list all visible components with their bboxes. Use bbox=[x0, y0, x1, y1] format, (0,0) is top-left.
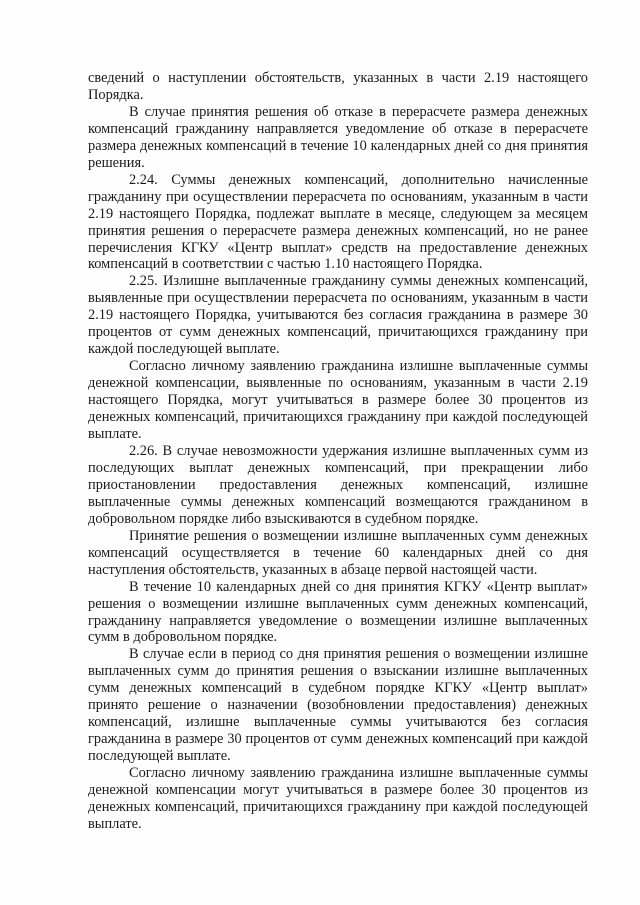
paragraph-decision-term: Принятие решения о возмещении излишне выплаченных сумм денежных компенсаций осуществляется в течение 60 календарных дней со дня наступления обстоятельств, указанных в абзаце первой настоящей части. bbox=[88, 527, 588, 578]
paragraph-refusal-notice: В случае принятия решения об отказе в перерасчете размера денежных компенсаций гражданину направляется уведомление об отказе в перерасчете размера денежных компенсаций в течение 10 календарных дней со дня принятия решения. bbox=[88, 103, 588, 171]
paragraph-2-26: 2.26. В случае невозможности удержания излишне выплаченных сумм из последующих выплат денежных компенсаций, при прекращении либо приостановлении предоставления денежных компенсаций, излишне выплаченные суммы денежных компенсаций возмещаются гражданином в добровольном порядке либо взыскиваются в судебном порядке. bbox=[88, 442, 588, 527]
paragraph-personal-request-2: Согласно личному заявлению гражданина излишне выплаченные суммы денежной компенсации могут учитываться в размере более 30 процентов из денежных компенсаций, причитающихся гражданину при каждой последующей выплате. bbox=[88, 765, 588, 832]
paragraph-personal-request: Согласно личному заявлению гражданина излишне выплаченные суммы денежной компенсации, выявленные по основаниям, указанным в части 2.19 настоящего Порядка, могут учитываться в размере более 30 процентов из денежных компенсаций, причитающихся гражданину при каждой последующей выплате. bbox=[88, 358, 588, 443]
paragraph-continuation: сведений о наступлении обстоятельств, указанных в части 2.19 настоящего Порядка. bbox=[88, 70, 588, 103]
paragraph-2-24: 2.24. Суммы денежных компенсаций, дополнительно начисленные гражданину при осуществлении перерасчета по основаниям, указанным в части 2.19 настоящего Порядка, подлежат выплате в месяце, следующем за месяцем принятия решения о перерасчете размера денежных компенсаций, но не ранее перечисления КГКУ «Центр выплат» средств на предоставление денежных компенсаций в соответствии с частью 1.10 настоящего Порядка. bbox=[88, 171, 588, 273]
document-body bbox=[88, 70, 588, 833]
paragraph-notification: В течение 10 календарных дней со дня принятия КГКУ «Центр выплат» решения о возмещении излишне выплаченных сумм денежных компенсаций, гражданину направляется уведомление о возмещении излишне выплаченных сумм в добровольном порядке. bbox=[88, 578, 588, 646]
paragraph-resumption: В случае если в период со дня принятия решения о возмещении излишне выплаченных сумм до принятия решения о взыскании излишне выплаченных сумм денежных компенсаций в судебном порядке КГКУ «Центр выплат» принято решение о назначении (возобновлении предоставления) денежных компенсаций, излишне выплаченные суммы учитываются без согласия гражданина в размере 30 процентов от сумм денежных компенсаций при каждой последующей выплате. bbox=[88, 646, 588, 765]
paragraph-2-25: 2.25. Излишне выплаченные гражданину суммы денежных компенсаций, выявленные при осуществлении перерасчета по основаниям, указанным в части 2.19 настоящего Порядка, учитываются без согласия гражданина в размере 30 процентов от сумм денежных компенсаций, причитающихся гражданину при каждой последующей выплате. bbox=[88, 273, 588, 358]
